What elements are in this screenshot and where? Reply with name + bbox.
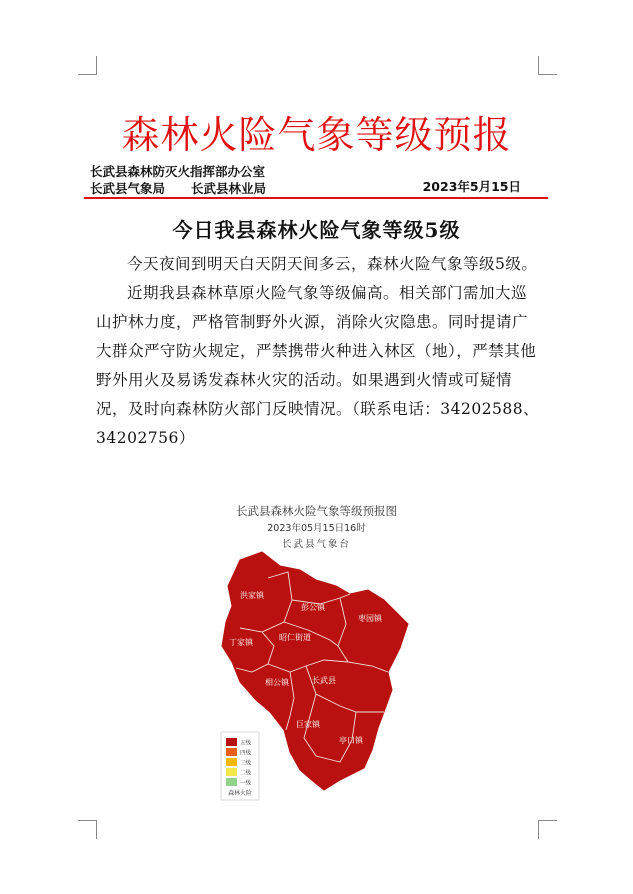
town-label-dingjia: 丁家镇	[229, 638, 253, 647]
town-label-zhaoren: 昭仁街道	[279, 633, 311, 642]
legend-label-4: 四级	[240, 750, 252, 757]
issuer-line-1: 长武县森林防灭火指挥部办公室	[90, 164, 266, 179]
legend-label-5: 五级	[240, 740, 252, 747]
map-title: 长武县森林火险气象等级预报图	[236, 504, 397, 518]
town-label-jujia: 巨家镇	[296, 720, 320, 729]
town-label-changwu: 长武县	[312, 676, 336, 685]
legend-swatch-3	[226, 758, 237, 766]
issuer-meteorological-bureau: 长武县气象局	[90, 181, 166, 196]
map-legend	[221, 732, 259, 800]
legend-label-3: 三级	[240, 760, 252, 767]
town-label-hongjia: 洪家镇	[240, 591, 264, 600]
issuer-forestry-bureau: 长武县林业局	[191, 181, 267, 196]
headline: 今日我县森林火险气象等级5级	[172, 218, 461, 242]
town-label-zaoyuan: 枣园镇	[358, 614, 382, 623]
town-label-tingkou: 亭口镇	[339, 736, 363, 745]
paragraph-2: 近期我县森林草原火险气象等级偏高。相关部门需加大巡山护林力度，严格管制野外火源，消除火灾隐患。同时提请广大群众严守防火规定，严禁携带火种进入林区（地），严禁其他野外用火及易诱发森林火灾的活动。如果遇到火情或可疑情况，及时向森林防火部门反映情况。（联系电话：34202588、34202756）	[96, 284, 540, 447]
legend-swatch-5	[226, 738, 237, 746]
document-title: 森林火险气象等级预报	[121, 113, 512, 157]
legend-swatch-4	[226, 748, 237, 756]
town-label-xianggong: 相公镇	[265, 678, 289, 687]
paragraph-1: 今天夜间到明天白天阴天间多云，森林火险气象等级5级。	[127, 255, 538, 273]
town-label-penggong: 彭公镇	[301, 603, 325, 612]
issue-date: 2023年5月15日	[422, 179, 521, 194]
map-source: 长武县气象台	[281, 539, 351, 550]
legend-swatch-2	[226, 768, 237, 776]
legend-swatch-1	[226, 778, 237, 786]
legend-title: 森林火险	[227, 790, 253, 797]
legend-label-1: 一级	[240, 780, 252, 787]
legend-label-2: 二级	[240, 770, 252, 777]
map-time: 2023年05月15日16时	[267, 523, 366, 534]
